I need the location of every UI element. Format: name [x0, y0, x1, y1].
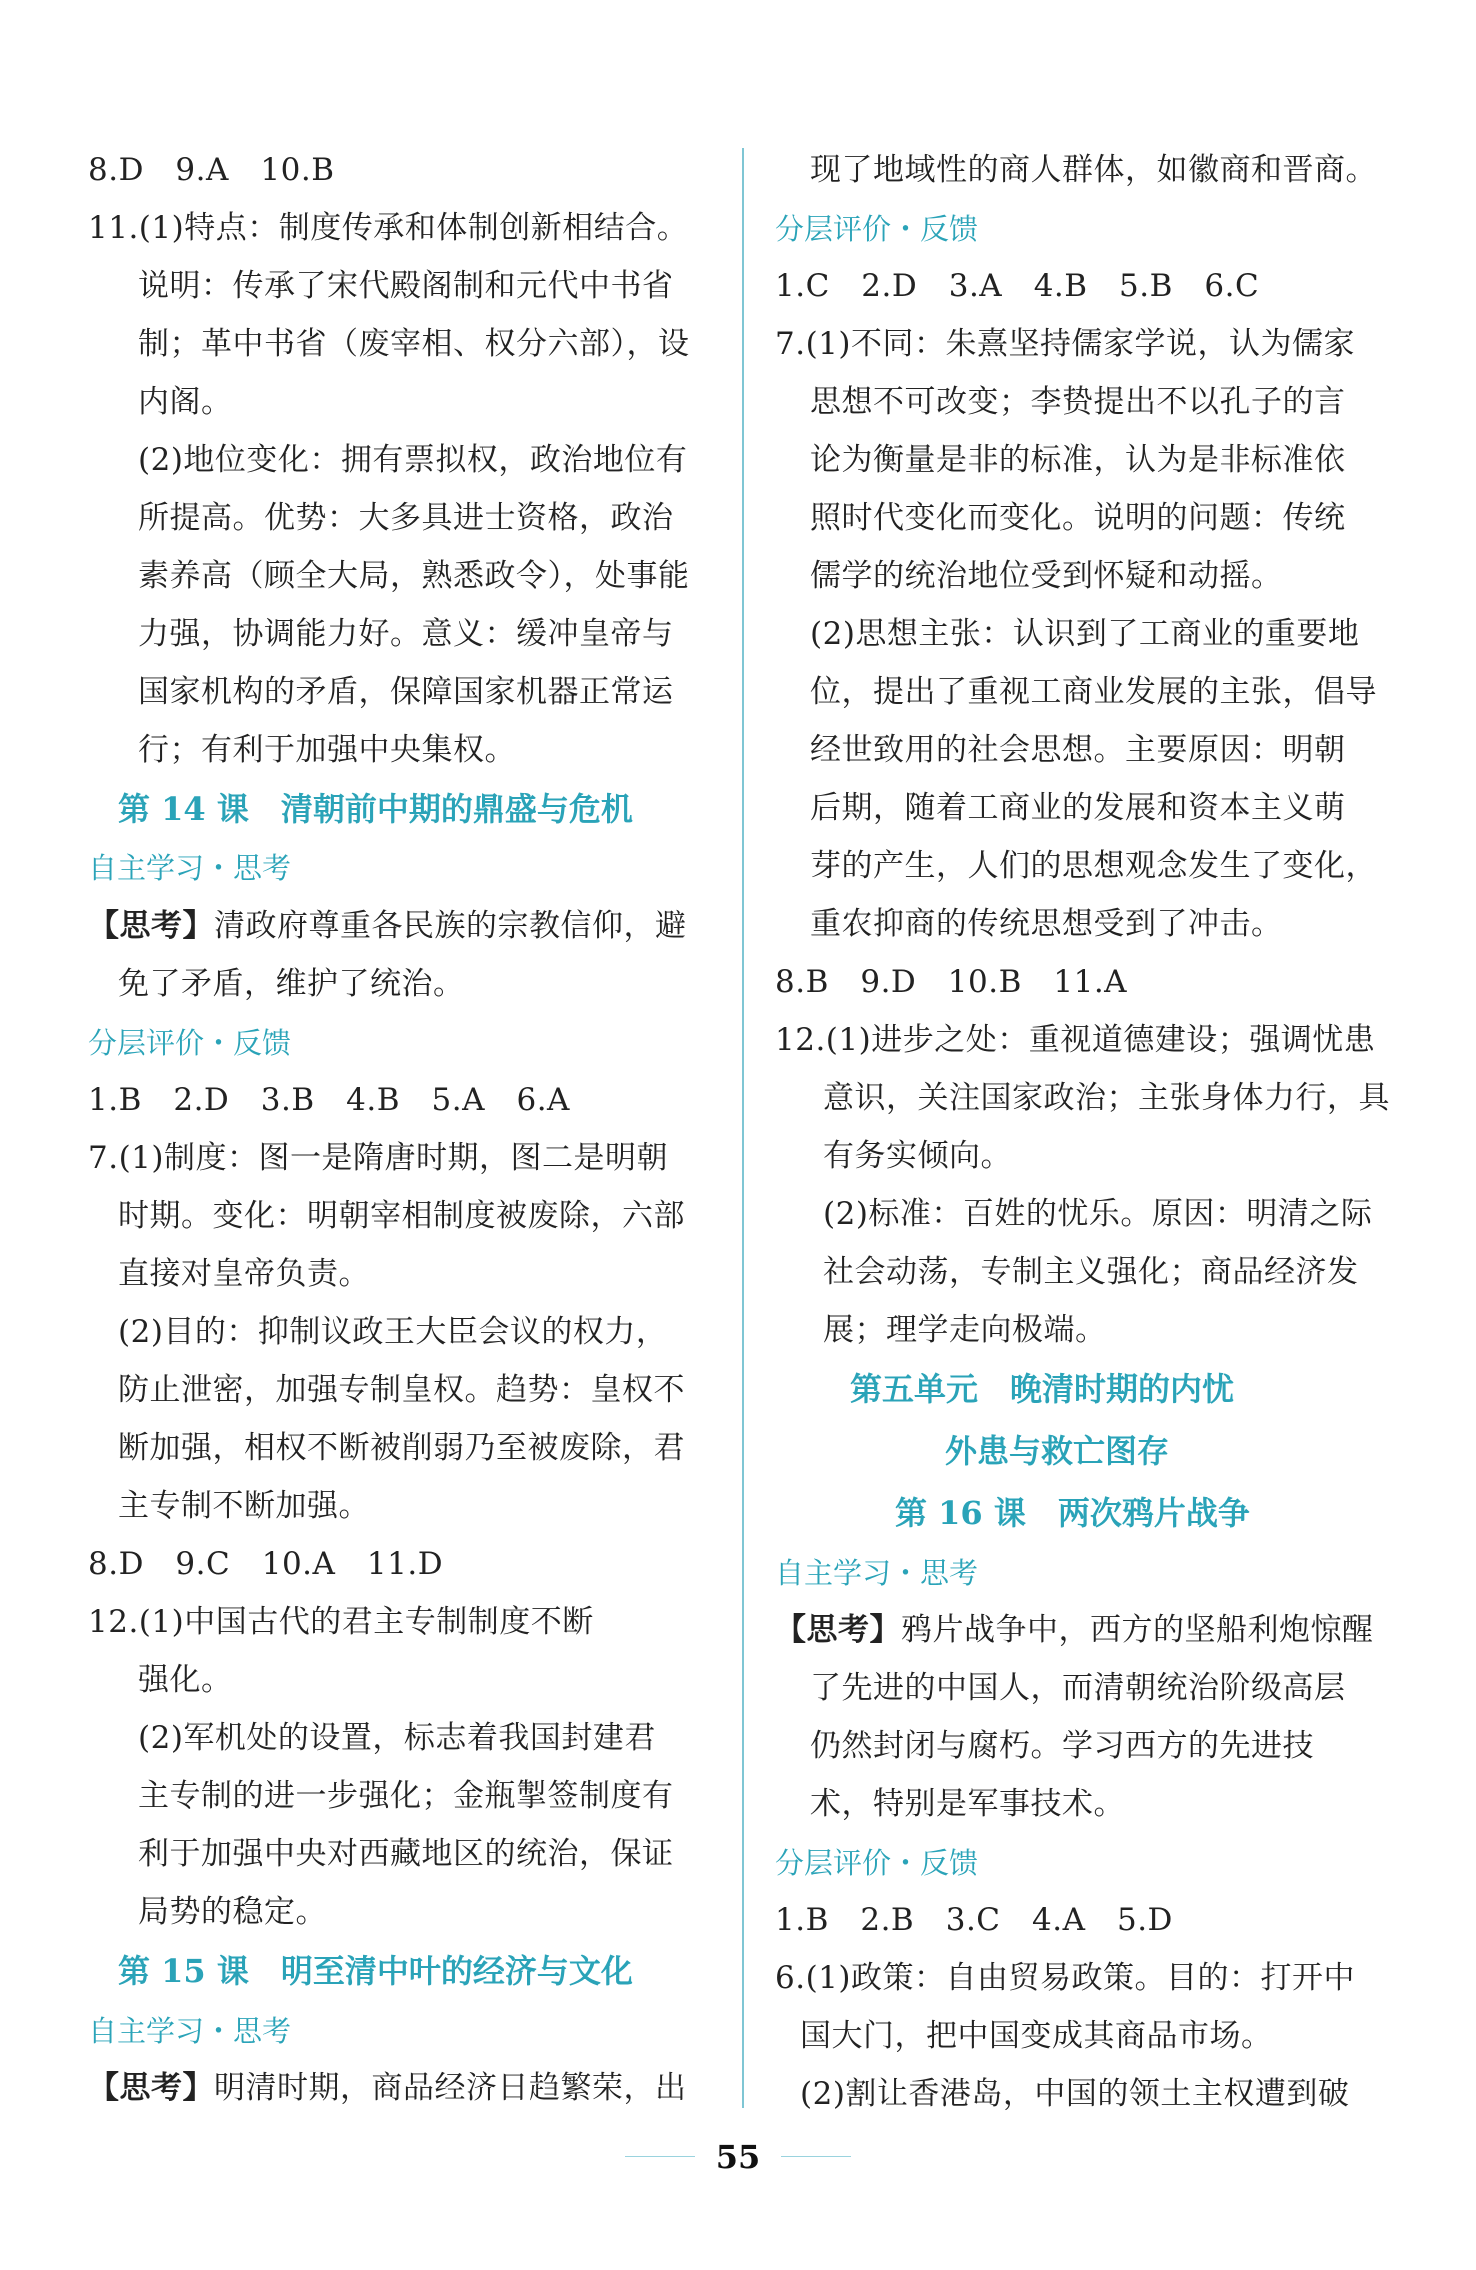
answer-line: 8.B 9.D 10.B 11.A: [775, 964, 1128, 1000]
unit-title: 第五单元 晚清时期的内忧: [850, 1370, 1235, 1408]
answer-line: 7.(1)不同：朱熹坚持儒家学说，认为儒家: [775, 326, 1355, 362]
section-heading: 分层评价・反馈: [775, 212, 979, 246]
think-tag: 【思考】: [88, 2070, 214, 2106]
answer-line: 说明：传承了宋代殿阁制和元代中书省: [138, 268, 674, 304]
page-number-ornament: [781, 2156, 851, 2157]
lesson-title: 第 14 课 清朝前中期的鼎盛与危机: [118, 790, 633, 828]
answer-line: 断加强，相权不断被削弱乃至被废除，君: [118, 1430, 685, 1466]
answer-line: 有务实倾向。: [823, 1138, 1012, 1174]
answer-line: 局势的稳定。: [138, 1894, 327, 1930]
section-heading: 分层评价・反馈: [88, 1026, 292, 1060]
column-divider: [742, 148, 744, 2108]
answer-line: 芽的产生，人们的思想观念发生了变化，: [810, 848, 1377, 884]
answer-line: 儒学的统治地位受到怀疑和动摇。: [810, 558, 1283, 594]
section-heading: 分层评价・反馈: [775, 1846, 979, 1880]
answer-line: 直接对皇帝负责。: [118, 1256, 370, 1292]
think-line: 【思考】明清时期，商品经济日趋繁荣，出: [88, 2070, 687, 2106]
answer-line: 意识，关注国家政治；主张身体力行，具: [823, 1080, 1390, 1116]
answer-line: 所提高。优势：大多具进士资格，政治: [138, 500, 674, 536]
answer-line: (2)割让香港岛，中国的领土主权遭到破: [800, 2076, 1350, 2112]
think-tag: 【思考】: [88, 908, 214, 944]
answer-line: 7.(1)制度：图一是隋唐时期，图二是明朝: [88, 1140, 668, 1176]
think-line: 【思考】鸦片战争中，西方的坚船利炮惊醒: [775, 1612, 1374, 1648]
answer-line: 主专制的进一步强化；金瓶掣签制度有: [138, 1778, 674, 1814]
answer-line: 经世致用的社会思想。主要原因：明朝: [810, 732, 1346, 768]
answer-line: 利于加强中央对西藏地区的统治，保证: [138, 1836, 674, 1872]
answer-line: 行；有利于加强中央集权。: [138, 732, 516, 768]
answer-line: 位，提出了重视工商业发展的主张，倡导: [810, 674, 1377, 710]
answer-line: (2)军机处的设置，标志着我国封建君: [138, 1720, 656, 1756]
answer-line: 社会动荡，专制主义强化；商品经济发: [823, 1254, 1359, 1290]
answer-line: 国大门，把中国变成其商品市场。: [800, 2018, 1273, 2054]
answer-line: 重农抑商的传统思想受到了冲击。: [810, 906, 1283, 942]
answer-line: 国家机构的矛盾，保障国家机器正常运: [138, 674, 674, 710]
think-line: 【思考】清政府尊重各民族的宗教信仰，避: [88, 908, 687, 944]
answer-line: (2)思想主张：认识到了工商业的重要地: [810, 616, 1360, 652]
answer-line: 1.C 2.D 3.A 4.B 5.B 6.C: [775, 268, 1260, 304]
answer-line: 内阁。: [138, 384, 233, 420]
answer-line: 展；理学走向极端。: [823, 1312, 1107, 1348]
page-number: 55: [715, 2138, 761, 2176]
answer-line: 现了地域性的商人群体，如徽商和晋商。: [810, 152, 1377, 188]
answer-line: 后期，随着工商业的发展和资本主义萌: [810, 790, 1346, 826]
answer-line: 8.D 9.C 10.A 11.D: [88, 1546, 444, 1582]
answer-line: 8.D 9.A 10.B: [88, 152, 335, 188]
section-heading: 自主学习・思考: [88, 2014, 292, 2048]
answer-line: 6.(1)政策：自由贸易政策。目的：打开中: [775, 1960, 1355, 1996]
answer-line: 免了矛盾，维护了统治。: [118, 966, 465, 1002]
lesson-title: 第 15 课 明至清中叶的经济与文化: [118, 1952, 633, 1990]
answer-line: 1.B 2.B 3.C 4.A 5.D: [775, 1902, 1173, 1938]
lesson-title: 第 16 课 两次鸦片战争: [895, 1494, 1250, 1532]
answer-line: 12.(1)进步之处：重视道德建设；强调忧患: [775, 1022, 1376, 1058]
answer-line: (2)目的：抑制议政王大臣会议的权力，: [118, 1314, 668, 1350]
section-heading: 自主学习・思考: [88, 851, 292, 885]
answer-line: 术，特别是军事技术。: [810, 1786, 1125, 1822]
answer-line: 论为衡量是非的标准，认为是非标准依: [810, 442, 1346, 478]
answer-line: 仍然封闭与腐朽。学习西方的先进技: [810, 1728, 1314, 1764]
answer-line: (2)地位变化：拥有票拟权，政治地位有: [138, 442, 688, 478]
answer-line: 制；革中书省（废宰相、权分六部），设: [138, 326, 690, 362]
think-tag: 【思考】: [775, 1612, 901, 1648]
answer-line: 时期。变化：明朝宰相制度被废除，六部: [118, 1198, 685, 1234]
answer-line: 主专制不断加强。: [118, 1488, 370, 1524]
section-heading: 自主学习・思考: [775, 1556, 979, 1590]
answer-line: 力强，协调能力好。意义：缓冲皇帝与: [138, 616, 674, 652]
page-number-ornament: [625, 2156, 695, 2157]
answer-line: 1.B 2.D 3.B 4.B 5.A 6.A: [88, 1082, 570, 1118]
answer-line: 强化。: [138, 1662, 233, 1698]
answer-line: 防止泄密，加强专制皇权。趋势：皇权不: [118, 1372, 685, 1408]
answer-line: 照时代变化而变化。说明的问题：传统: [810, 500, 1346, 536]
answer-line: (2)标准：百姓的忧乐。原因：明清之际: [823, 1196, 1373, 1232]
answer-line: 了先进的中国人，而清朝统治阶级高层: [810, 1670, 1346, 1706]
unit-title: 外患与救亡图存: [945, 1432, 1170, 1470]
answer-line: 11.(1)特点：制度传承和体制创新相结合。: [88, 210, 689, 246]
answer-line: 12.(1)中国古代的君主专制制度不断: [88, 1604, 594, 1640]
answer-line: 素养高（顾全大局，熟悉政令），处事能: [138, 558, 690, 594]
answer-line: 思想不可改变；李贽提出不以孔子的言: [810, 384, 1346, 420]
